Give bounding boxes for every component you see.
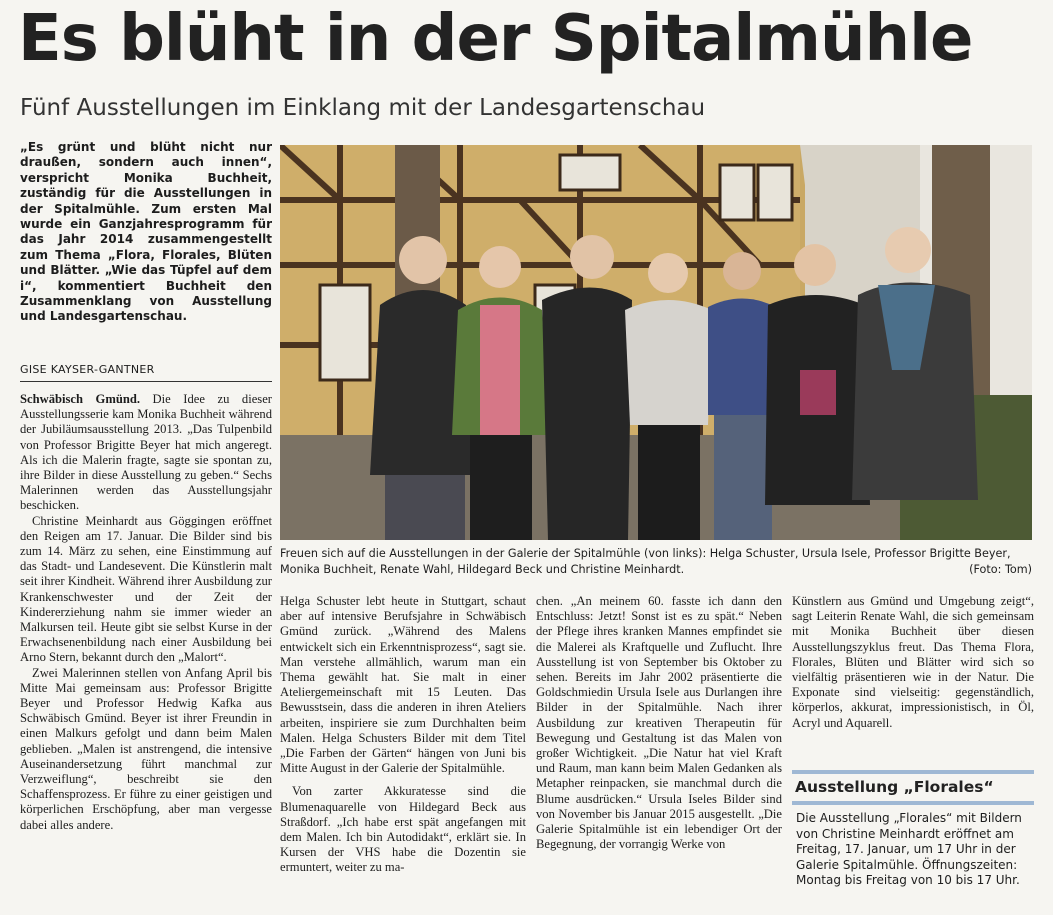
byline-rule	[20, 381, 272, 382]
paragraph: chen. „An meinem 60. fasste ich dann den Entschluss: Jetzt! Sonst ist es zu spät.“ Neben der Pflege ihres kranken Mannes empfindet sie die Malerei als Kraftquelle und Zuflucht. Ihre Ausstellung ist von September bis Oktober zu sehen. Bereits im Jahr 2002 präsentierte die Goldschmiedin Ursula Isele aus Durlangen ihre Bilder in der Spitalmühle. Nach ihrer Ausbildung zur kreativen Therapeutin für Bewegung und Gestaltung ist das Malen von großer Wichtigkeit. „Die Natur hat viel Kraft und Raum, man kann beim Malen Gedanken als Metapher reinpacken, sie manchmal durch die Blume ausdrücken.“ Ursula Iseles Bilder sind von November bis Januar 2015 ausgestellt. „Die Galerie Spitalmühle ist ein lebendiger Ort der Begegnung, der vorrangig Werke von	[536, 594, 782, 852]
article-column-3	[536, 594, 782, 907]
lead-paragraph: „Es grünt und blüht nicht nur draußen, sondern auch innen“, verspricht Monika Buchheit, zuständig für die Ausstellungen in der Spitalmühle. Zum ersten Mal wurde ein Ganzjahresprogramm für das Jahr 2014 zusammengestellt zum Thema „Flora, Florales, Blüten und Blätter. „Wie das Tüpfel auf dem i“, kommentiert Buchheit den Zusammenklang von Ausstellung und Landesgartenschau.	[20, 140, 272, 324]
paragraph: Zwei Malerinnen stellen von Anfang April bis Mitte Mai gemeinsam aus: Professor Brigitte Beyer und Professor Hedwig Kafka aus Schwäbisch Gmünd. Beyer ist ihrer Freundin in einen Malkurs gefolgt und dann beim Malen geblieben. „Malen ist anstrengend, die intensive Auseinandersetzung führt manchmal zur Verzweiflung“, beschreibt sie den Schaffensprozess. Er führe zu einer geistigen und körperlichen Erschöpfung, aber man vergesse dabei alles andere.	[20, 665, 272, 832]
info-box-title: Ausstellung „Florales“	[792, 774, 1034, 805]
paragraph: Christine Meinhardt aus Göggingen eröffnet den Reigen am 17. Januar. Die Bilder sind bis zum 14. März zu sehen, eine Einstimmung auf das Stadt- und Landesevent. Die Künstlerin malt seit ihrer Kindheit. Während ihrer Ausbildung zur Krankenschwester und der Zeit der Kindererziehung nahm sie immer wieder an Malkursen teil. Heute gibt sie selbst Kurse in der Erwachsenenbildung nach einer Ausbildung bei Arno Stern, bekannt durch den „Malort“.	[20, 513, 272, 665]
dateline: Schwäbisch Gmünd.	[20, 392, 140, 406]
info-box	[792, 770, 1034, 899]
paragraph	[20, 392, 272, 514]
author-byline: GISE KAYSER-GANTNER	[20, 363, 155, 376]
article-column-2	[280, 594, 526, 907]
paragraph: Künstlern aus Gmünd und Umgebung zeigt“, sagt Leiterin Renate Wahl, die sich gemeinsam mit Monika Buchheit über diesen Ausstellungszyklus freut. Das Thema Flora, Florales, Blüten und Blätter wird sich so vielfältig präsentieren wie in der Natur. Die Exponate sind vielseitig: gegenständlich, körperlos, akkurat, impressionistisch, in Öl, Acryl und Aquarell.	[792, 594, 1034, 730]
subheadline: Fünf Ausstellungen im Einklang mit der Landesgartenschau	[20, 95, 706, 121]
group-photo	[280, 145, 1032, 540]
article-column-1	[20, 392, 272, 907]
info-box-text: Die Ausstellung „Florales“ mit Bildern von Christine Meinhardt eröffnet am Freitag, 17. Januar, um 17 Uhr in der Galerie Spitalmühle. Öffnungszeiten: Montag bis Freitag von 10 bis 17 Uhr.	[796, 811, 1022, 887]
headline: Es blüht in der Spitalmühle	[18, 2, 973, 76]
photo-credit: (Foto: Tom)	[969, 563, 1032, 576]
photo-caption	[280, 546, 1032, 580]
article-column-4	[792, 594, 1034, 754]
paragraph: Helga Schuster lebt heute in Stuttgart, schaut aber auf intensive Berufsjahre in Schwäbisch Gmünd zurück. „Während des Malens entwickelt sich ein Erkenntnisprozess“, sagt sie. Man verstehe allmählich, warum man ein Thema gewählt hat. Sie malt in einer Ateliergemeinschaft mit 15 Leuten. Das Bewusstsein, dass die anderen in ihren Ateliers arbeiten, inspiriere sie zum Durchhalten beim Malen. Helga Schusters Bilder mit dem Titel „Die Farben der Gärten“ hängen von Juni bis Mitte August in der Galerie der Spitalmühle.	[280, 594, 526, 776]
photo-illustration	[280, 145, 1032, 540]
caption-text: Freuen sich auf die Ausstellungen in der Galerie der Spitalmühle (von links): Helga Schuster, Ursula Isele, Professor Brigitte Beyer, Monika Buchheit, Renate Wahl, Hildegard Beck und Christine Meinhardt.	[280, 547, 1011, 576]
paragraph-text: Die Idee zu dieser Ausstellungsserie kam Monika Buchheit während der Jubiläumsausstellung 2013. „Das Tulpenbild von Professor Brigitte Beyer hat mich angeregt. Als ich die Malerin fragte, sagte sie spontan zu, ihre Bilder in diese Ausstellung zu geben.“ Sechs Malerinnen werden das Ausstellungsjahr beschicken.	[20, 392, 272, 513]
paragraph: Von zarter Akkuratesse sind die Blumenaquarelle von Hildegard Beck aus Straßdorf. „Ich habe erst spät angefangen mit dem Malen. Ich bin Autodidakt“, erklärt sie. In Kursen der VHS habe die Dozentin sie ermuntert, weiter zu ma-	[280, 784, 526, 875]
